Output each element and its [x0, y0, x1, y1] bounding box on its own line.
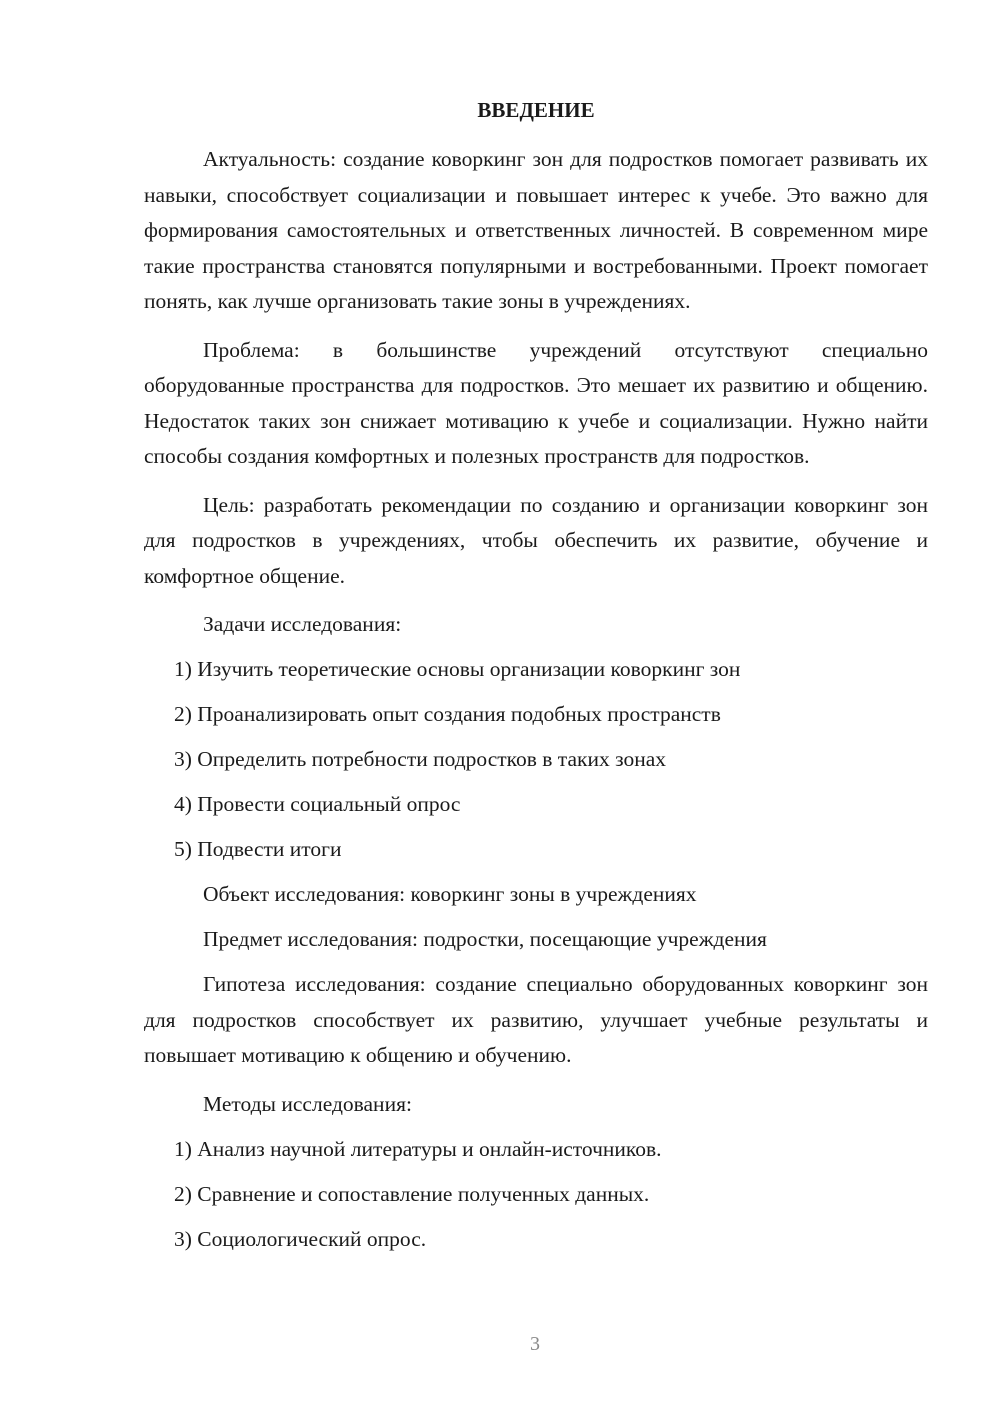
task-item: 2) Проанализировать опыт создания подобных пространств [174, 702, 721, 726]
task-item: 5) Подвести итоги [174, 837, 342, 861]
method-item: 1) Анализ научной литературы и онлайн-источников. [174, 1136, 662, 1161]
relevance-paragraph: Актуальность: создание коворкинг зон для подростков помогает развивать их навыки, способствует социализации и повышает интерес к учебе. Это важно для формирования самостоятельных и ответственных личностей. В современном мире такие пространства становятся популярными и востребованными. Проект помогает понять, как лучше организовать такие зоны в учреждениях. [144, 147, 928, 313]
task-item: 3) Определить потребности подростков в таких зонах [174, 747, 666, 771]
task-item: 4) Провести социальный опрос [174, 792, 461, 816]
method-item: 3) Социологический опрос. [174, 1226, 427, 1251]
task-item: 1) Изучить теоретические основы организации коворкинг зон [174, 657, 741, 681]
problem-paragraph: Проблема: в большинстве учреждений отсутствуют специально оборудованные пространства для подростков. Это мешает их развитию и общению. Недостаток таких зон снижает мотивацию к учебе и социализации. Нужно найти способы создания комфортных и полезных пространств для подростков. [144, 337, 928, 468]
hypothesis-paragraph: Гипотеза исследования: создание специально оборудованных коворкинг зон для подростков способствует их развитию, улучшает учебные результаты и повышает мотивацию к общению и обучению. [144, 972, 928, 1067]
goal-paragraph: Цель: разработать рекомендации по созданию и организации коворкинг зон для подростков в учреждениях, чтобы обеспечить их развитие, обучение и комфортное общение. [144, 492, 928, 588]
methods-label: Методы исследования: [203, 1091, 412, 1116]
tasks-label: Задачи исследования: [203, 612, 402, 636]
document-page [144, 96, 928, 1267]
page-number: 3 [530, 1333, 540, 1355]
research-subject: Предмет исследования: подростки, посещающие учреждения [203, 927, 767, 951]
research-object: Объект исследования: коворкинг зоны в учреждениях [203, 882, 697, 906]
page-title: ВВЕДЕНИЕ [477, 98, 595, 122]
method-item: 2) Сравнение и сопоставление полученных данных. [174, 1181, 650, 1206]
